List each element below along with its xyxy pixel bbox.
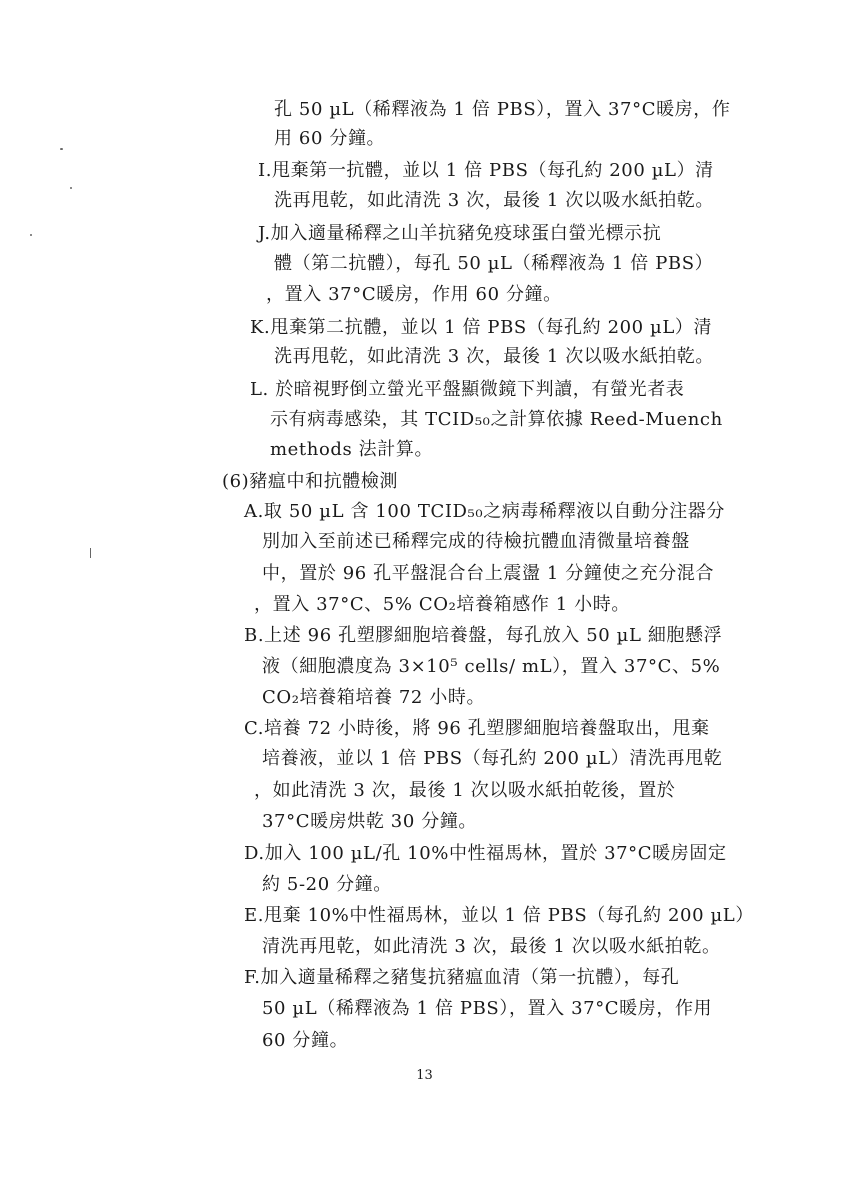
text-line: 清洗再甩乾，如此清洗 3 次，最後 1 次以吸水紙拍乾。 [262, 936, 721, 957]
text-line: D.加入 100 µL/孔 10%中性福馬林，置於 37°C暖房固定 [244, 843, 727, 864]
text-line: F.加入適量稀釋之豬隻抗豬瘟血清（第一抗體），每孔 [244, 967, 680, 988]
text-line: K.甩棄第二抗體，並以 1 倍 PBS（每孔約 200 µL）清 [250, 317, 713, 338]
text-line: ，置入 37°C、5% CO₂培養箱感作 1 小時。 [254, 594, 630, 615]
scan-speck [30, 234, 32, 236]
text-line: 約 5-20 分鐘。 [262, 874, 392, 895]
text-line: 中，置於 96 孔平盤混合台上震盪 1 分鐘使之充分混合 [262, 563, 715, 584]
text-line: 用 60 分鐘。 [274, 128, 386, 149]
text-line: 液（細胞濃度為 3×10⁵ cells/ mL），置入 37°C、5% [262, 656, 721, 677]
scan-speck [90, 548, 91, 558]
text-line: 培養液，並以 1 倍 PBS（每孔約 200 µL）清洗再甩乾 [262, 748, 723, 769]
text-line: B.上述 96 孔塑膠細胞培養盤，每孔放入 50 µL 細胞懸浮 [244, 625, 723, 646]
text-line: A.取 50 µL 含 100 TCID₅₀之病毒稀釋液以自動分注器分 [244, 501, 725, 522]
text-line: I.甩棄第一抗體，並以 1 倍 PBS（每孔約 200 µL）清 [258, 160, 714, 181]
text-line: ，如此清洗 3 次，最後 1 次以吸水紙拍乾後，置於 [254, 780, 676, 801]
text-line: 孔 50 µL（稀釋液為 1 倍 PBS），置入 37°C暖房，作 [274, 99, 731, 120]
section-heading: (6)豬瘟中和抗體檢測 [222, 471, 399, 492]
text-line: ，置入 37°C暖房，作用 60 分鐘。 [266, 284, 562, 305]
text-line: 洗再甩乾，如此清洗 3 次，最後 1 次以吸水紙拍乾。 [274, 346, 714, 367]
text-line: 60 分鐘。 [262, 1030, 349, 1051]
text-line: E.甩棄 10%中性福馬林，並以 1 倍 PBS（每孔約 200 µL） [244, 905, 754, 926]
scan-speck [70, 187, 72, 189]
text-line: methods 法計算。 [270, 439, 434, 460]
page-number: 13 [416, 1068, 433, 1083]
text-line: 50 µL（稀釋液為 1 倍 PBS），置入 37°C暖房，作用 [262, 998, 713, 1019]
text-line: 洗再甩乾，如此清洗 3 次，最後 1 次以吸水紙拍乾。 [274, 190, 714, 211]
text-line: L. 於暗視野倒立螢光平盤顯微鏡下判讀，有螢光者表 [250, 379, 685, 400]
text-line: 示有病毒感染，其 TCID₅₀之計算依據 Reed-Muench [270, 409, 723, 430]
text-line: 37°C暖房烘乾 30 分鐘。 [262, 811, 478, 832]
text-line: J.加入適量稀釋之山羊抗豬免疫球蛋白螢光標示抗 [258, 223, 662, 244]
text-line: 體（第二抗體），每孔 50 µL（稀釋液為 1 倍 PBS） [274, 253, 714, 274]
text-line: 別加入至前述已稀釋完成的待檢抗體血清微量培養盤 [262, 531, 690, 552]
text-line: CO₂培養箱培養 72 小時。 [262, 687, 486, 708]
text-line: C.培養 72 小時後，將 96 孔塑膠細胞培養盤取出，甩棄 [244, 718, 710, 739]
scan-speck [60, 148, 63, 150]
